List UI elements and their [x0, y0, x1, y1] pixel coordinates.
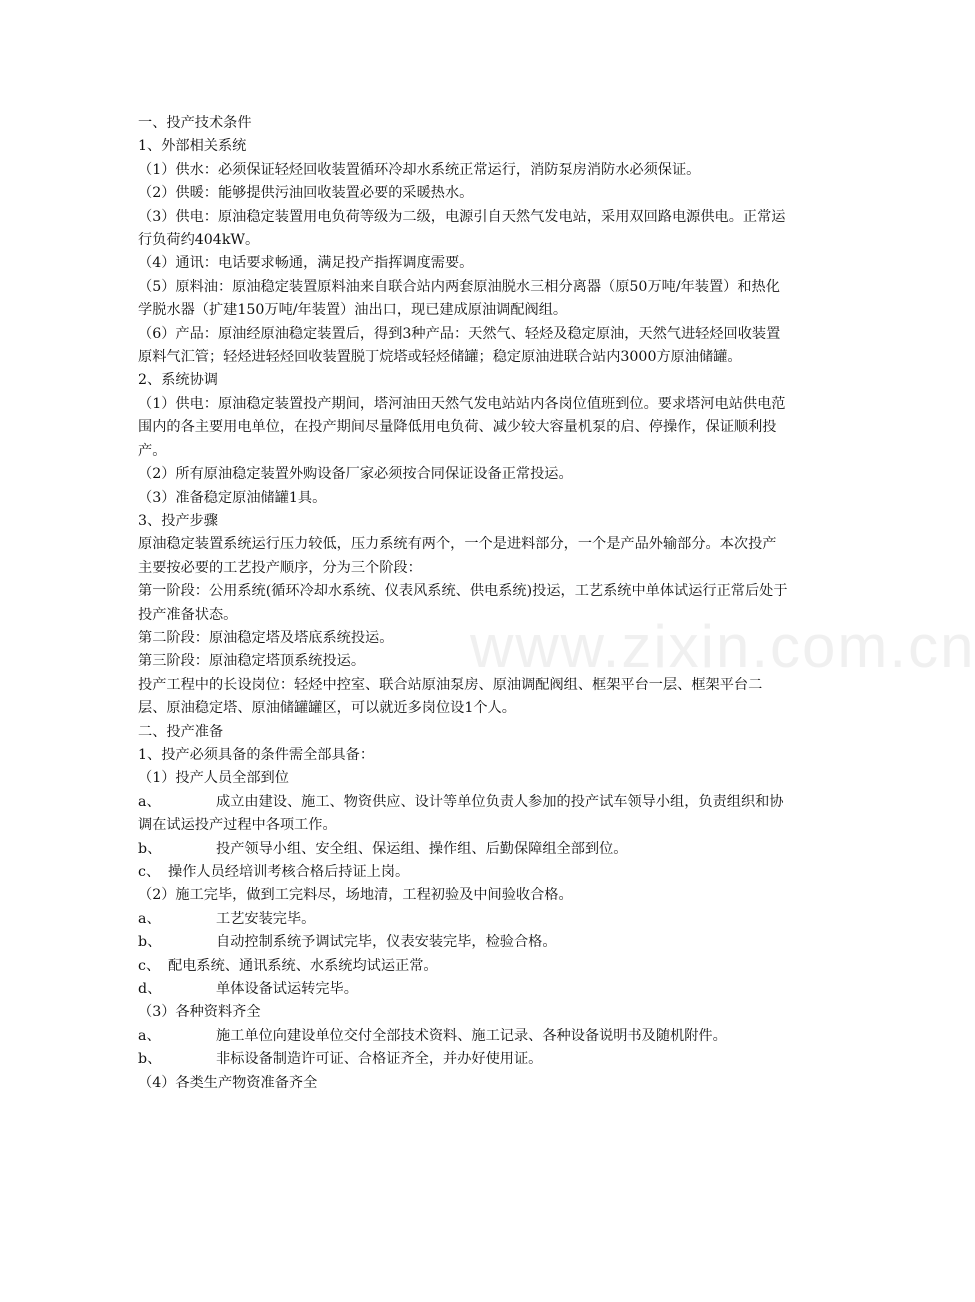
list-item — [138, 908, 788, 931]
subsection-heading-1-1: 1、外部相关系统 — [138, 138, 247, 155]
list-item — [138, 861, 788, 884]
watermark: www.zixin.com.cn — [470, 613, 975, 680]
list-item-label: a、 — [138, 793, 161, 810]
list-item-text: 施工单位向建设单位交付全部技术资料、施工记录、各种设备说明书及随机附件。 — [216, 1027, 727, 1044]
paragraph: （3）供电：原油稳定装置用电负荷等级为二级，电源引自天然气发电站，采用双回路电源供电。正常运行负荷约404kW。 — [138, 208, 786, 249]
subsection-heading-1-2: 2、系统协调 — [138, 372, 218, 389]
list-item-text: 单体设备试运转完毕。 — [216, 981, 358, 998]
paragraph: （4）通讯：电话要求畅通，满足投产指挥调度需要。 — [138, 255, 474, 272]
paragraph: （6）产品：原油经原油稳定装置后，得到3种产品：天然气、轻烃及稳定原油，天然气进轻烃回收装置原料气汇管；轻烃进轻烃回收装置脱丁烷塔或轻烃储罐；稳定原油进联合站内3000方原油储罐。 — [138, 325, 781, 366]
list-item — [138, 931, 788, 954]
paragraph: （5）原料油：原油稳定装置原料油来自联合站内两套原油脱水三相分离器（原50万吨/年装置）和热化学脱水器（扩建150万吨/年装置）油出口，现已建成原油调配阀组。 — [138, 278, 780, 319]
group-heading: （4）各类生产物资准备齐全 — [138, 1074, 318, 1091]
paragraph: （2）所有原油稳定装置外购设备厂家必须按合同保证设备正常投运。 — [138, 466, 573, 483]
group-heading: （3）各种资料齐全 — [138, 1004, 261, 1021]
subsection-heading-1-3: 3、投产步骤 — [138, 512, 218, 529]
paragraph: （1）供电：原油稳定装置投产期间，塔河油田天然气发电站站内各岗位值班到位。要求塔河电站供电范围内的各主要用电单位，在投产期间尽量降低用电负荷、减少较大容量机泵的启、停操作，保证顺利投产。 — [138, 395, 786, 459]
list-item-text: 配电系统、通讯系统、水系统均试运正常。 — [168, 957, 438, 974]
list-item — [138, 1025, 788, 1048]
list-item-text: 操作人员经培训考核合格后持证上岗。 — [168, 864, 410, 880]
section-heading-1: 一、投产技术条件 — [138, 115, 252, 131]
list-item-label: c、 — [138, 864, 161, 880]
list-item-text: 工艺安装完毕。 — [216, 910, 316, 927]
paragraph: 原油稳定装置系统运行压力较低，压力系统有两个，一个是进料部分，一个是产品外输部分。本次投产主要按必要的工艺投产顺序，分为三个阶段： — [138, 536, 777, 576]
list-item-label: b、 — [138, 840, 162, 857]
list-item — [138, 955, 788, 978]
list-item-label: d、 — [138, 981, 162, 998]
list-item — [138, 978, 788, 1001]
paragraph: （3）准备稳定原油储罐1具。 — [138, 489, 327, 506]
list-item-label: a、 — [138, 910, 161, 927]
paragraph: 第二阶段：原油稳定塔及塔底系统投运。 — [138, 629, 394, 646]
list-item — [138, 1048, 788, 1071]
list-item-text: 非标设备制造许可证、合格证齐全，并办好使用证。 — [216, 1051, 543, 1068]
list-item-label: a、 — [138, 1027, 161, 1044]
paragraph: （2）供暖：能够提供污油回收装置必要的采暖热水。 — [138, 185, 474, 202]
list-item — [138, 791, 788, 838]
subsection-heading-2-1: 1、投产必须具备的条件需全部具备： — [138, 746, 375, 763]
list-item — [138, 838, 788, 861]
group-heading: （1）投产人员全部到位 — [138, 770, 289, 787]
list-item-label: b、 — [138, 934, 162, 951]
section-heading-2: 二、投产准备 — [138, 723, 224, 740]
paragraph: 第三阶段：原油稳定塔顶系统投运。 — [138, 653, 366, 670]
list-item-text: 成立由建设、施工、物资供应、设计等单位负责人参加的投产试车领导小组，负责组织和协调在试运投产过程中各项工作。 — [138, 793, 784, 834]
list-item-label: c、 — [138, 957, 161, 974]
paragraph: 第一阶段：公用系统(循环冷却水系统、仪表风系统、供电系统)投运，工艺系统中单体试运行正常后处于投产准备状态。 — [138, 583, 788, 623]
paragraph: 投产工程中的长设岗位：轻烃中控室、联合站原油泵房、原油调配阀组、框架平台一层、框架平台二层、原油稳定塔、原油储罐罐区，可以就近多岗位设1个人。 — [138, 676, 763, 717]
list-item-label: b、 — [138, 1051, 162, 1068]
document-body — [138, 112, 788, 1095]
list-item-text: 投产领导小组、安全组、保运组、操作组、后勤保障组全部到位。 — [216, 840, 628, 857]
list-item-text: 自动控制系统予调试完毕，仪表安装完毕，检验合格。 — [216, 934, 557, 951]
group-heading: （2）施工完毕，做到工完料尽，场地清，工程初验及中间验收合格。 — [138, 887, 573, 904]
paragraph: （1）供水：必须保证轻烃回收装置循环冷却水系统正常运行，消防泵房消防水必须保证。 — [138, 161, 701, 178]
